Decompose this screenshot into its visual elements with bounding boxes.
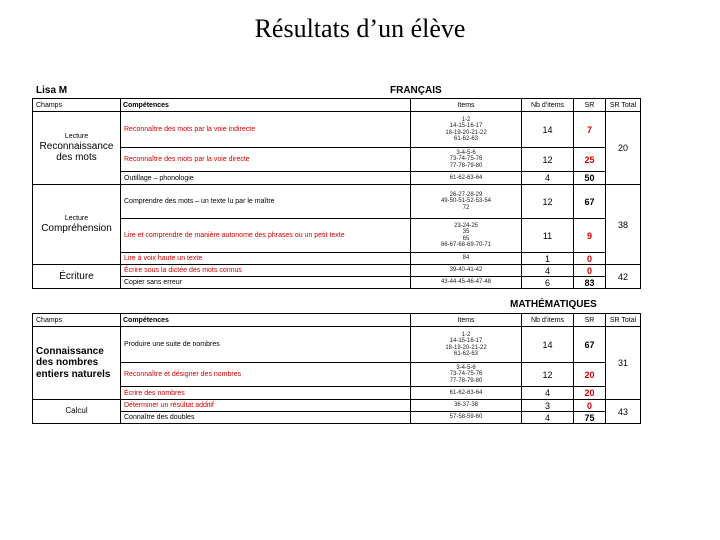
header-competences: Compétences	[121, 314, 411, 327]
sr-total: 20	[606, 112, 641, 185]
table-row	[33, 387, 641, 400]
nb-items: 14	[522, 112, 574, 148]
nb-items: 11	[522, 219, 574, 253]
nb-items: 4	[522, 412, 574, 424]
table-row	[33, 148, 641, 172]
items-list: 1-2 14-15-16-17 18-19-20-21-22 61-62-63	[411, 112, 522, 148]
table-row	[33, 277, 641, 289]
header-sr-total: SR Total	[606, 99, 641, 112]
nb-items: 12	[522, 148, 574, 172]
sr-value: 20	[574, 363, 606, 387]
competence: Reconnaître et désigner des nombres	[121, 363, 411, 387]
header-items: Items	[411, 99, 522, 112]
header-sr: SR	[574, 99, 606, 112]
sr-value: 7	[574, 112, 606, 148]
section-title-maths: MATHÉMATIQUES	[510, 299, 597, 310]
table-row	[33, 253, 641, 265]
items-list: 1-2 14-15-16-17 18-19-20-21-22 61-62-63	[411, 327, 522, 363]
champ-cell	[33, 112, 121, 185]
sr-value: 83	[574, 277, 606, 289]
competence: Écrire des nombres	[121, 387, 411, 400]
competence: Copier sans erreur	[121, 277, 411, 289]
nb-items: 1	[522, 253, 574, 265]
items-list: 39-40-41-42	[411, 265, 522, 277]
champ-small: Lecture	[64, 215, 89, 223]
page-title: Résultats d’un élève	[254, 14, 466, 43]
sr-value: 9	[574, 219, 606, 253]
table-row	[33, 400, 641, 412]
header-competences: Compétences	[121, 99, 411, 112]
nb-items: 4	[522, 265, 574, 277]
competence: Écrire sous la dictée des mots connus	[121, 265, 411, 277]
items-list: 84	[411, 253, 522, 265]
competence: Reconnaître des mots par la voie indirecte	[121, 112, 411, 148]
items-list: 61-62-63-64	[411, 387, 522, 400]
items-list: 61-62-63-64	[411, 172, 522, 185]
nb-items: 6	[522, 277, 574, 289]
items-list: 43-44-45-46-47-48	[411, 277, 522, 289]
table-row	[33, 219, 641, 253]
sr-total: 31	[606, 327, 641, 400]
competence: Comprendre des mots – un texte lu par le maître	[121, 185, 411, 219]
champ-big: Compréhension	[41, 222, 112, 234]
nb-items: 14	[522, 327, 574, 363]
champ-big: Calcul	[33, 400, 121, 424]
table-row	[33, 363, 641, 387]
competence: Lire et comprendre de manière autonome des phrases ou un petit texte	[121, 219, 411, 253]
table-row	[33, 185, 641, 219]
sr-total: 38	[606, 185, 641, 265]
competence: Outillage – phonologie	[121, 172, 411, 185]
competence: Déterminer un résultat additif	[121, 400, 411, 412]
header-sr-total: SR Total	[606, 314, 641, 327]
sr-total: 43	[606, 400, 641, 424]
header-champs: Champs	[33, 314, 121, 327]
sr-value: 67	[574, 185, 606, 219]
nb-items: 4	[522, 172, 574, 185]
champ-big: Écriture	[33, 265, 121, 289]
header-nb-items: Nb d’items	[522, 314, 574, 327]
competence: Lire à voix haute un texte	[121, 253, 411, 265]
sr-value: 0	[574, 265, 606, 277]
items-list: 3-4-5-6 73-74-75-76 77-78-79-80	[411, 148, 522, 172]
competence: Reconnaître des mots par la voie directe	[121, 148, 411, 172]
section-title-francais: FRANÇAIS	[390, 85, 442, 96]
student-name: Lisa M	[36, 85, 68, 96]
champ-big: Reconnaissance des mots	[39, 140, 114, 163]
items-list: 36-37-38	[411, 400, 522, 412]
nb-items: 12	[522, 185, 574, 219]
sr-value: 75	[574, 412, 606, 424]
sr-value: 20	[574, 387, 606, 400]
nb-items: 3	[522, 400, 574, 412]
items-list: 3-4-5-6 73-74-75-76 77-78-79-80	[411, 363, 522, 387]
sr-value: 0	[574, 400, 606, 412]
table-row	[33, 112, 641, 148]
sr-value: 0	[574, 253, 606, 265]
sr-value: 50	[574, 172, 606, 185]
table-header-row	[33, 99, 641, 112]
table-row	[33, 412, 641, 424]
champ-small: Lecture	[64, 133, 89, 141]
nb-items: 4	[522, 387, 574, 400]
table-row	[33, 265, 641, 277]
maths-table	[32, 313, 641, 424]
items-list: 23-24-25 35 65 66-67-68-69-70-71	[411, 219, 522, 253]
competence: Connaître des doubles	[121, 412, 411, 424]
sr-value: 25	[574, 148, 606, 172]
francais-table	[32, 98, 641, 289]
table-header-row	[33, 314, 641, 327]
header-items: Items	[411, 314, 522, 327]
items-list: 57-58-59-60	[411, 412, 522, 424]
competence: Produire une suite de nombres	[121, 327, 411, 363]
champ-cell	[33, 185, 121, 265]
table-row	[33, 172, 641, 185]
header-sr: SR	[574, 314, 606, 327]
header-champs: Champs	[33, 99, 121, 112]
champ-big: Connaissance des nombres entiers naturels	[33, 327, 121, 400]
sr-total: 42	[606, 265, 641, 289]
nb-items: 12	[522, 363, 574, 387]
items-list: 26-27-28-29 49-50-51-52-53-54 72	[411, 185, 522, 219]
sr-value: 67	[574, 327, 606, 363]
header-nb-items: Nb d’items	[522, 99, 574, 112]
table-row	[33, 327, 641, 363]
